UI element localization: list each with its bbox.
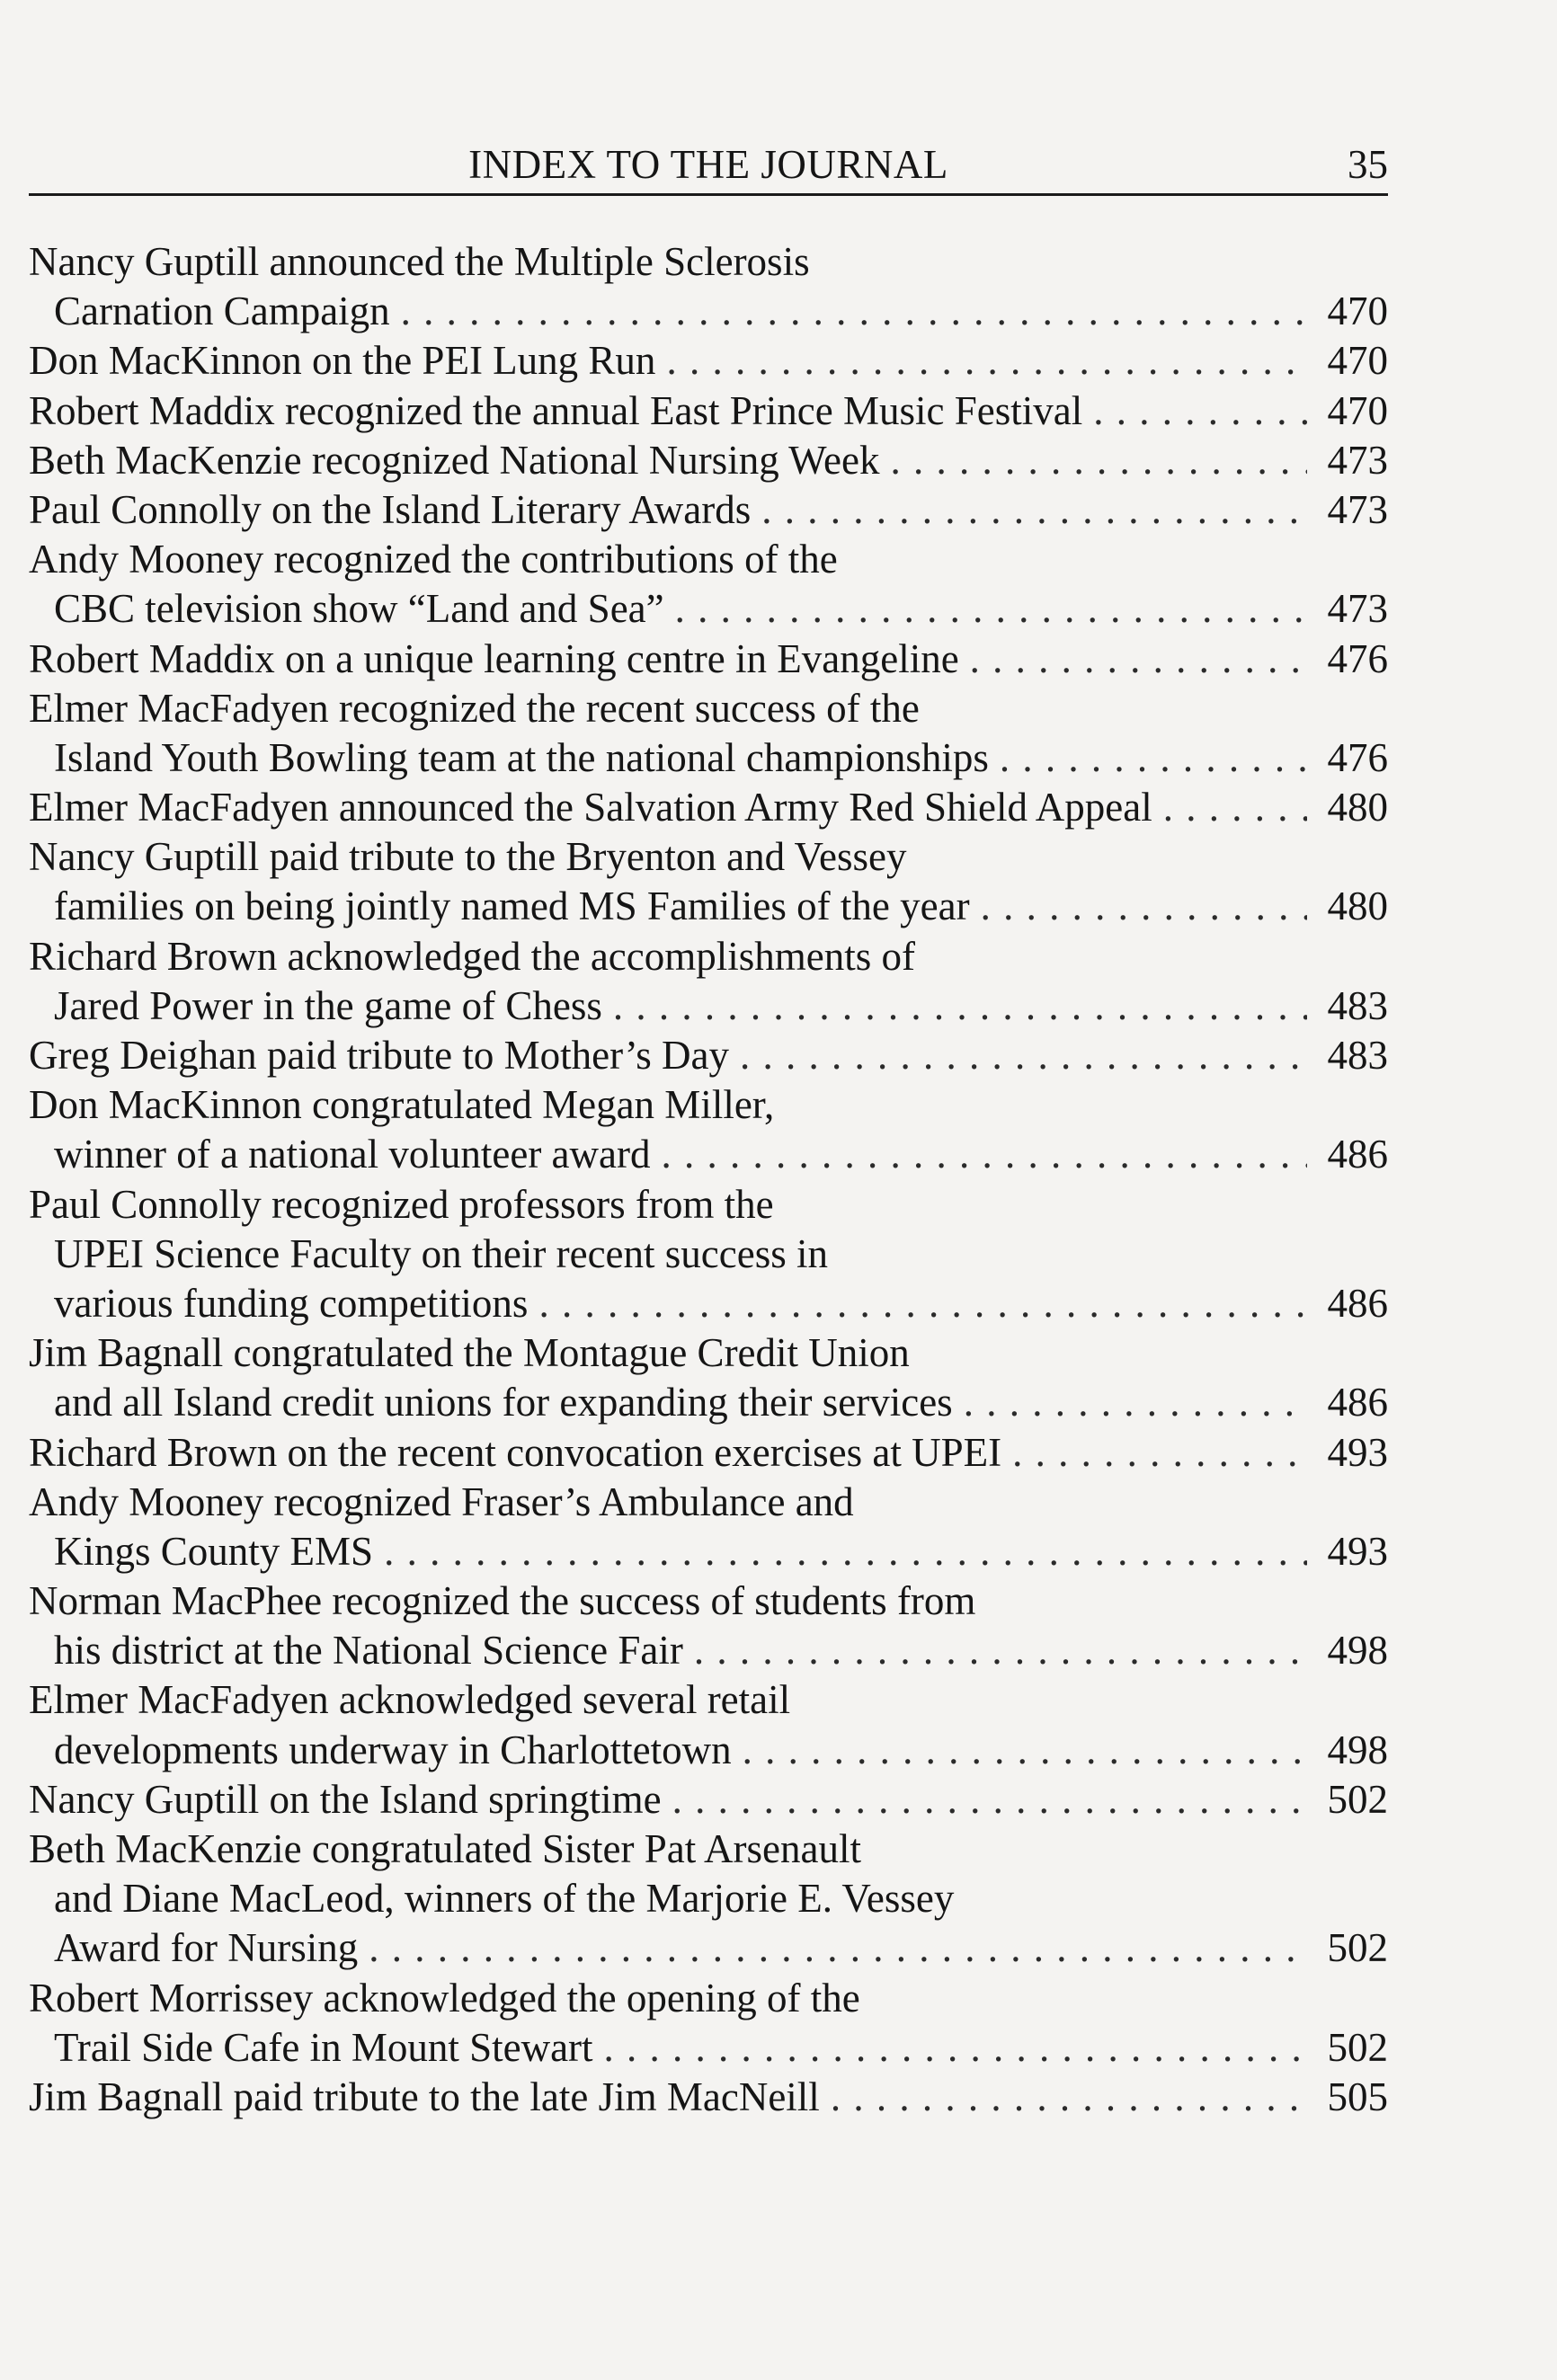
entry-text: Robert Maddix on a unique learning centre in Evangeline xyxy=(29,635,959,681)
entry-page-number: 483 xyxy=(1327,982,1388,1028)
index-entry xyxy=(29,1825,1388,1974)
entry-first-line xyxy=(29,1031,1388,1080)
entry-page-number: 470 xyxy=(1327,338,1388,384)
entry-page-number: 480 xyxy=(1327,785,1388,830)
entry-continuation-line xyxy=(29,1527,1388,1576)
entry-first-line xyxy=(29,635,1388,684)
entry-continuation-line xyxy=(29,1279,1388,1328)
entry-first-line xyxy=(29,1825,1388,1874)
dot-leader xyxy=(1093,386,1307,436)
index-entry xyxy=(29,1428,1388,1478)
entry-page-number: 502 xyxy=(1327,1776,1388,1822)
entry-page-number: 498 xyxy=(1327,1628,1388,1674)
header-divider xyxy=(29,193,1388,196)
index-entry xyxy=(29,1180,1388,1329)
entry-text: Robert Morrissey acknowledged the opening of the xyxy=(29,1975,860,2020)
entry-continuation-line xyxy=(29,1230,1388,1279)
entry-text: Award for Nursing xyxy=(54,1925,359,1971)
dot-leader xyxy=(981,882,1307,931)
index-entry xyxy=(29,1080,1388,1179)
entry-text: CBC television show “Land and Sea” xyxy=(54,586,664,632)
entry-text: Robert Maddix recognized the annual East Prince Music Festival xyxy=(29,387,1083,433)
entry-page-number: 502 xyxy=(1327,2024,1388,2070)
dot-leader xyxy=(1012,1428,1307,1478)
index-entry xyxy=(29,635,1388,684)
entry-first-line xyxy=(29,832,1388,882)
entry-continuation-line xyxy=(29,1726,1388,1775)
dot-leader xyxy=(604,2023,1307,2073)
entry-continuation-line xyxy=(29,287,1388,336)
entry-first-line xyxy=(29,1328,1388,1378)
entry-text: Carnation Campaign xyxy=(54,289,390,334)
entry-text: Trail Side Cafe in Mount Stewart xyxy=(54,2024,593,2070)
index-entry xyxy=(29,1974,1388,2073)
index-entry xyxy=(29,1031,1388,1080)
entry-text: Beth MacKenzie congratulated Sister Pat Arsenault xyxy=(29,1826,861,1871)
index-entry xyxy=(29,932,1388,1031)
entry-continuation-line xyxy=(29,733,1388,783)
index-entry xyxy=(29,237,1388,336)
dot-leader xyxy=(831,2073,1307,2122)
entry-page-number: 502 xyxy=(1327,1925,1388,1971)
entry-page-number: 498 xyxy=(1327,1727,1388,1772)
entry-page-number: 473 xyxy=(1327,486,1388,532)
entry-page-number: 476 xyxy=(1327,635,1388,681)
index-entry xyxy=(29,485,1388,535)
entry-first-line xyxy=(29,1180,1388,1230)
index-entry xyxy=(29,535,1388,634)
entry-first-line xyxy=(29,1675,1388,1725)
dot-leader xyxy=(672,1775,1307,1825)
entry-text: Elmer MacFadyen recognized the recent success of the xyxy=(29,685,920,731)
entry-first-line xyxy=(29,2073,1388,2122)
entry-continuation-line xyxy=(29,1874,1388,1923)
entry-first-line xyxy=(29,1974,1388,2023)
entry-continuation-line xyxy=(29,1923,1388,1973)
entry-text: his district at the National Science Fair xyxy=(54,1628,683,1674)
entry-page-number: 486 xyxy=(1327,1380,1388,1425)
dot-leader xyxy=(743,1726,1307,1775)
entry-continuation-line xyxy=(29,882,1388,931)
entry-first-line xyxy=(29,1428,1388,1478)
entry-first-line xyxy=(29,386,1388,436)
entry-text: Andy Mooney recognized Fraser’s Ambulance and xyxy=(29,1479,854,1524)
index-entry xyxy=(29,1478,1388,1576)
index-entry xyxy=(29,2073,1388,2122)
dot-leader xyxy=(970,635,1307,684)
entry-text: Paul Connolly recognized professors from the xyxy=(29,1181,774,1227)
entry-page-number: 473 xyxy=(1327,437,1388,483)
index-entry xyxy=(29,684,1388,783)
index-entry xyxy=(29,386,1388,436)
entry-text: Nancy Guptill on the Island springtime xyxy=(29,1776,662,1822)
dot-leader xyxy=(369,1923,1307,1973)
dot-leader xyxy=(740,1031,1307,1080)
entry-text: Elmer MacFadyen acknowledged several retail xyxy=(29,1677,791,1723)
dot-leader xyxy=(613,981,1307,1031)
entry-first-line xyxy=(29,1080,1388,1130)
entry-text: and all Island credit unions for expanding their services xyxy=(54,1380,953,1425)
entry-text: and Diane MacLeod, winners of the Marjorie E. Vessey xyxy=(54,1876,955,1922)
dot-leader xyxy=(662,1130,1308,1179)
entry-text: Nancy Guptill announced the Multiple Sclerosis xyxy=(29,239,810,284)
dot-leader xyxy=(694,1626,1307,1675)
entry-continuation-line xyxy=(29,1626,1388,1675)
index-entry xyxy=(29,1675,1388,1774)
entry-page-number: 493 xyxy=(1327,1528,1388,1574)
index-entry-list xyxy=(29,237,1388,2122)
entry-first-line xyxy=(29,684,1388,733)
dot-leader xyxy=(1000,733,1307,783)
dot-leader xyxy=(401,287,1307,336)
entry-first-line xyxy=(29,932,1388,981)
entry-text: Jim Bagnall congratulated the Montague Credit Union xyxy=(29,1330,910,1376)
page-number: 35 xyxy=(1348,142,1388,187)
entry-text: Kings County EMS xyxy=(54,1528,374,1574)
entry-text: Norman MacPhee recognized the success of students from xyxy=(29,1578,976,1624)
entry-text: Don MacKinnon on the PEI Lung Run xyxy=(29,338,656,384)
entry-continuation-line xyxy=(29,584,1388,634)
entry-continuation-line xyxy=(29,2023,1388,2073)
entry-first-line xyxy=(29,535,1388,584)
entry-first-line xyxy=(29,336,1388,386)
dot-leader xyxy=(666,336,1307,386)
entry-page-number: 486 xyxy=(1327,1280,1388,1326)
entry-first-line xyxy=(29,1576,1388,1626)
entry-text: Nancy Guptill paid tribute to the Bryenton and Vessey xyxy=(29,834,907,880)
dot-leader xyxy=(1163,783,1307,832)
index-entry xyxy=(29,783,1388,832)
entry-text: developments underway in Charlottetown xyxy=(54,1727,732,1772)
index-entry xyxy=(29,1775,1388,1825)
entry-text: various funding competitions xyxy=(54,1280,529,1326)
entry-text: families on being jointly named MS Families of the year xyxy=(54,884,970,929)
running-header xyxy=(29,135,1388,194)
dot-leader xyxy=(538,1279,1307,1328)
entry-text: Richard Brown acknowledged the accomplishments of xyxy=(29,933,915,979)
index-entry xyxy=(29,1576,1388,1675)
entry-text: Jim Bagnall paid tribute to the late Jim MacNeill xyxy=(29,2074,820,2119)
entry-page-number: 470 xyxy=(1327,289,1388,334)
entry-page-number: 483 xyxy=(1327,1033,1388,1078)
dot-leader xyxy=(675,584,1307,634)
entry-text: Don MacKinnon congratulated Megan Miller, xyxy=(29,1082,775,1128)
entry-first-line xyxy=(29,783,1388,832)
entry-page-number: 493 xyxy=(1327,1429,1388,1475)
entry-first-line xyxy=(29,1478,1388,1527)
entry-first-line xyxy=(29,1775,1388,1825)
entry-continuation-line xyxy=(29,981,1388,1031)
index-entry xyxy=(29,336,1388,386)
entry-first-line xyxy=(29,485,1388,535)
entry-page-number: 505 xyxy=(1327,2074,1388,2119)
dot-leader xyxy=(890,436,1307,485)
entry-first-line xyxy=(29,436,1388,485)
entry-text: Andy Mooney recognized the contributions of the xyxy=(29,537,838,582)
entry-text: Beth MacKenzie recognized National Nursing Week xyxy=(29,437,880,483)
entry-text: Paul Connolly on the Island Literary Awards xyxy=(29,486,752,532)
entry-text: Elmer MacFadyen announced the Salvation Army Red Shield Appeal xyxy=(29,785,1152,830)
entry-text: Jared Power in the game of Chess xyxy=(54,982,602,1028)
entry-text: Richard Brown on the recent convocation exercises at UPEI xyxy=(29,1429,1002,1475)
entry-page-number: 470 xyxy=(1327,387,1388,433)
index-entry xyxy=(29,436,1388,485)
index-entry xyxy=(29,832,1388,931)
entry-text: winner of a national volunteer award xyxy=(54,1132,651,1177)
entry-text: Greg Deighan paid tribute to Mother’s Day xyxy=(29,1033,729,1078)
entry-page-number: 473 xyxy=(1327,586,1388,632)
dot-leader xyxy=(761,485,1307,535)
entry-continuation-line xyxy=(29,1130,1388,1179)
entry-continuation-line xyxy=(29,1378,1388,1427)
entry-text: UPEI Science Faculty on their recent success in xyxy=(54,1230,828,1276)
entry-page-number: 480 xyxy=(1327,884,1388,929)
entry-page-number: 476 xyxy=(1327,734,1388,780)
index-entry xyxy=(29,1328,1388,1427)
header-title: INDEX TO THE JOURNAL xyxy=(468,142,948,187)
entry-first-line xyxy=(29,237,1388,287)
dot-leader xyxy=(384,1527,1307,1576)
entry-page-number: 486 xyxy=(1327,1132,1388,1177)
dot-leader xyxy=(964,1378,1307,1427)
entry-text: Island Youth Bowling team at the national championships xyxy=(54,734,989,780)
